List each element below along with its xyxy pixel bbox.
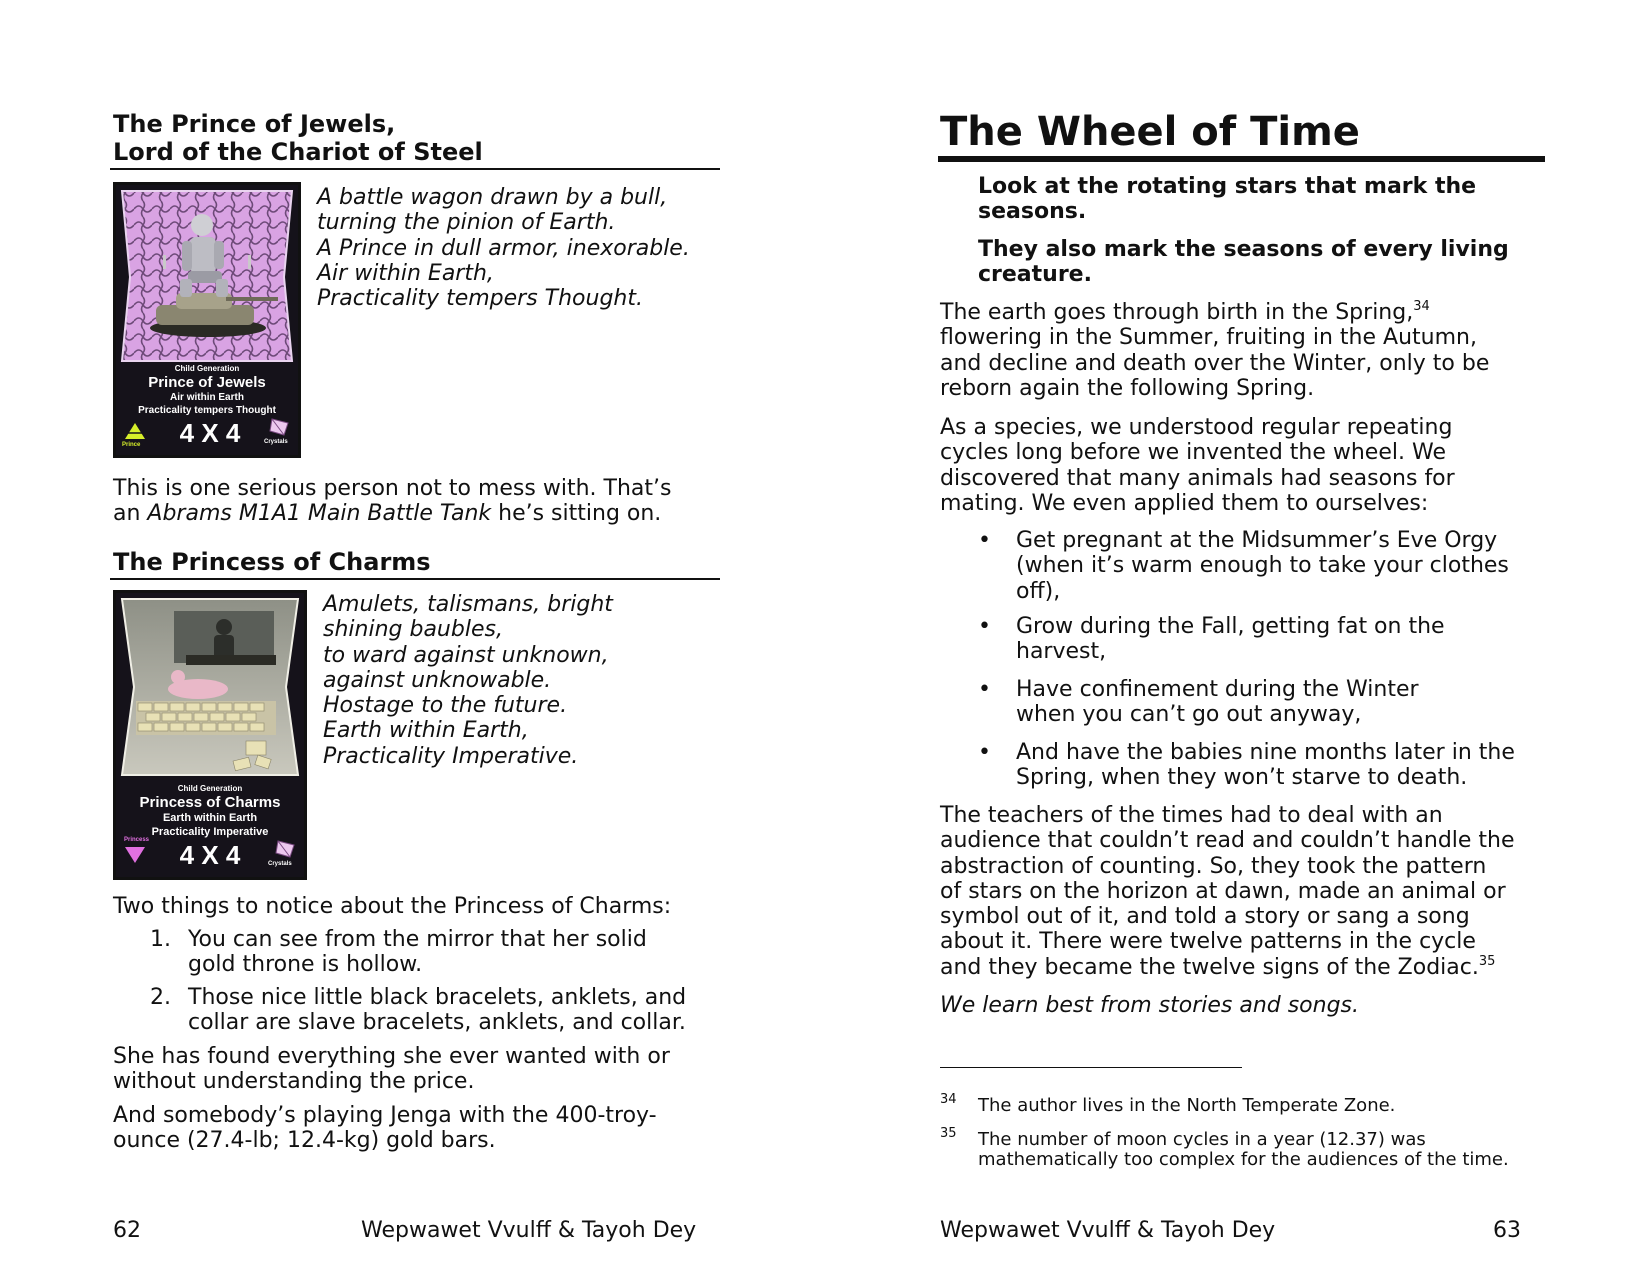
princess-of-charms-card	[113, 590, 307, 880]
paragraph-teachers	[940, 803, 1550, 980]
list-item-text: You can see from the mirror that her solid gold throne is hollow.	[188, 927, 647, 978]
bullet-list	[978, 528, 1578, 792]
prince-title-line1: The Prince of Jewels,	[113, 110, 396, 138]
footnote	[940, 1126, 1540, 1172]
footnote-number: 34	[940, 1092, 957, 1107]
prince-title-rule	[110, 168, 720, 170]
paragraph-cycles: As a species, we understood regular repeating cycles long before we invented the wheel. We discovered that many animals had seasons for mating. We even applied them to ourselves:	[940, 415, 1455, 516]
princess-paragraph-2: She has found everything she ever wanted with or without understanding the price.	[113, 1044, 670, 1095]
crystal-icon	[268, 417, 290, 437]
footnote-number: 35	[940, 1126, 957, 1141]
princess-list	[150, 927, 750, 1037]
prince-paragraph-line2	[113, 501, 733, 526]
bullet-dot: •	[978, 740, 991, 765]
triangle-up-icon	[124, 422, 146, 440]
bullet-dot: •	[978, 677, 991, 702]
prince-card-left-badge: Prince	[122, 442, 141, 448]
princess-title-rule	[110, 578, 720, 580]
lead-paragraph-2: They also mark the seasons of every living creature.	[978, 237, 1509, 288]
footnote-ref-34: 34	[1413, 299, 1430, 314]
list-item	[150, 927, 750, 979]
list-item	[978, 528, 1578, 608]
prince-paragraph	[113, 476, 733, 527]
prince-card-name: Prince of Jewels	[148, 374, 266, 391]
list-item	[978, 614, 1578, 668]
page-title-rule	[938, 156, 1545, 162]
list-item-number: 2.	[150, 985, 171, 1010]
list-item-text: Those nice little black bracelets, anklets, and collar are slave bracelets, anklets, and collar.	[188, 985, 687, 1036]
list-item	[150, 985, 750, 1037]
princess-section-title: The Princess of Charms	[113, 548, 431, 576]
princess-card-name: Princess of Charms	[139, 794, 281, 811]
triangle-down-icon	[124, 846, 146, 864]
bullet-dot: •	[978, 528, 991, 553]
lead-paragraph-1: Look at the rotating stars that mark the seasons.	[978, 174, 1477, 225]
left-page-number: 62	[113, 1218, 141, 1243]
left-page	[0, 0, 824, 1275]
princess-verse: Amulets, talismans, bright shining baubles, to ward against unknown, against unknowable. Hostage to the future. Earth within Earth, Practicality Imperative.	[323, 592, 613, 769]
prince-paragraph-pre: an	[113, 501, 148, 527]
paragraph-seasons-rest: flowering in the Summer, fruiting in the Autumn, and decline and death over the Winter, only to be reborn again the following Spring.	[940, 325, 1490, 401]
list-item-text: Grow during the Fall, getting fat on the harvest,	[1016, 614, 1445, 665]
paragraph-stories: We learn best from stories and songs.	[940, 993, 1360, 1018]
list-item-text: Get pregnant at the Midsummer’s Eve Orgy (when it’s warm enough to take your clothes off),	[1016, 528, 1509, 604]
right-page	[824, 0, 1649, 1275]
left-footer-authors: Wepwawet Vvulff & Tayoh Dey	[361, 1218, 697, 1243]
list-item-text: And have the babies nine months later in the Spring, when they won’t starve to death.	[1016, 740, 1515, 791]
paragraph-seasons	[940, 300, 1540, 401]
footnote-text: The author lives in the North Temperate Zone.	[978, 1095, 1396, 1116]
princess-card-element: Earth within Earth	[162, 812, 258, 824]
prince-card-big-label: 4 X 4	[179, 418, 241, 448]
paragraph-seasons-first-line: The earth goes through birth in the Spring,	[940, 300, 1414, 325]
princess-card-motto: Practicality Imperative	[151, 826, 269, 838]
prince-verse: A battle wagon drawn by a bull, turning the pinion of Earth. A Prince in dull armor, inexorable. Air within Earth, Practicality tempers Thought.	[317, 185, 690, 312]
prince-card-right-badge: Crystals	[264, 439, 288, 445]
paragraph-teachers-text: The teachers of the times had to deal with an audience that couldn’t read and couldn’t handle the abstraction of counting. So, they took the pattern of stars on the horizon at dawn, made an animal or symbol out of it, and told a story or sang a song about it. There were twelve patterns in the cycle and they became the twelve signs of the Zodiac.	[940, 803, 1515, 980]
princess-card-right-badge: Crystals	[268, 861, 292, 867]
princess-card-left-badge: Princess	[124, 837, 150, 843]
crystal-icon	[274, 839, 296, 859]
list-item-text: Have confinement during the Winter when you can’t go out anyway,	[1016, 677, 1419, 728]
prince-section-title	[113, 110, 723, 166]
list-item	[978, 677, 1578, 731]
princess-card-big-label: 4 X 4	[179, 840, 241, 870]
princess-paragraph-3: And somebody’s playing Jenga with the 400-troy- ounce (27.4-lb; 12.4-kg) gold bars.	[113, 1103, 657, 1154]
right-footer-authors: Wepwawet Vvulff & Tayoh Dey	[940, 1218, 1276, 1243]
page-title: The Wheel of Time	[940, 109, 1360, 155]
footnote-text: The number of moon cycles in a year (12.37) was mathematically too complex for the audiences of the time.	[978, 1129, 1509, 1170]
list-item	[978, 740, 1578, 794]
right-page-number: 63	[1493, 1218, 1521, 1243]
tank-name: Abrams M1A1 Main Battle Tank	[147, 501, 492, 527]
prince-of-jewels-card	[113, 182, 301, 458]
footnote-rule	[940, 1067, 1242, 1068]
prince-paragraph-post: he’s sitting on.	[491, 501, 662, 527]
prince-card-element: Air within Earth	[170, 392, 244, 403]
prince-paragraph-line1: This is one serious person not to mess with. That’s	[113, 476, 672, 501]
prince-card-motto: Practicality tempers Thought	[138, 405, 276, 416]
prince-title-line2: Lord of the Chariot of Steel	[113, 138, 483, 166]
prince-card-generation: Child Generation	[174, 364, 240, 373]
princess-card-generation: Child Generation	[177, 784, 243, 793]
princess-intro: Two things to notice about the Princess of Charms:	[113, 894, 672, 919]
footnote-ref-35: 35	[1478, 953, 1496, 969]
footnote	[940, 1092, 1540, 1118]
bullet-dot: •	[978, 614, 991, 639]
list-item-number: 1.	[150, 927, 171, 952]
